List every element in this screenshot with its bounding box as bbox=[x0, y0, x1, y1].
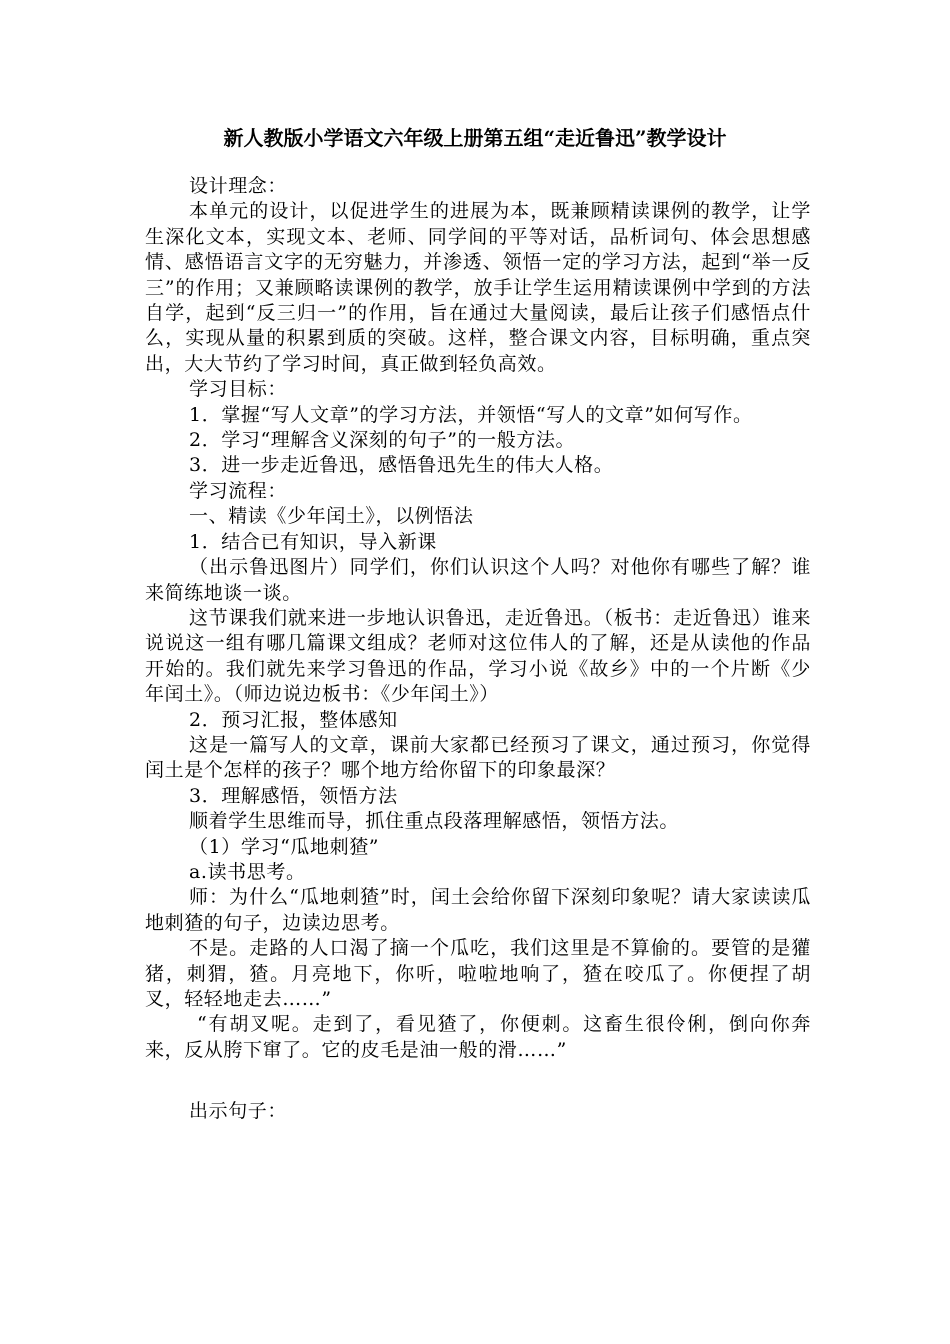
substep-a-heading: a.读书思考。 bbox=[189, 860, 306, 883]
paragraph-design-concept: 本单元的设计，以促进学生的进展为本，既兼顾精读课例的教学，让学生深化文本，实现文本、老师、同学间的平等对话，品析词句、体会思想感情、感悟语言文字的无穷魅力，并渗透、领悟一定的学习方法，起到“举一反三”的作用；又兼顾略读课例的教学，放手让学生运用精读课例中学到的方法自学，起到“反三归一”的作用，旨在通过大量阅读，最后让孩子们感悟点什么，实现从量的积累到质的突破。这样，整合课文内容，目标明确，重点突出，大大节约了学习时间，真正做到轻负高效。 bbox=[145, 200, 811, 375]
goal-item-2: 2．学习“理解含义深刻的句子”的一般方法。 bbox=[189, 429, 576, 452]
quote-paragraph-1: 不是。走路的人口渴了摘一个瓜吃，我们这里是不算偷的。要管的是獾猪，刺猬，猹。月亮地下，你听，啦啦地响了，猹在咬瓜了。你便捏了胡叉，轻轻地走去……” bbox=[145, 937, 811, 1010]
substep-1-heading: （1）学习“瓜地刺猹” bbox=[189, 835, 380, 858]
step-2-heading: 2．预习汇报，整体感知 bbox=[189, 708, 398, 731]
paragraph-preview-report: 这是一篇写人的文章，课前大家都已经预习了课文，通过预习，你觉得闰土是个怎样的孩子？哪个地方给你留下的印象最深？ bbox=[145, 733, 811, 782]
document-body bbox=[145, 174, 811, 1125]
process-part-1-heading: 一、精读《少年闰土》，以例悟法 bbox=[189, 505, 474, 528]
document-title: 新人教版小学语文六年级上册第五组“走近鲁迅”教学设计 bbox=[223, 126, 727, 150]
paragraph-show-picture: （出示鲁迅图片）同学们，你们认识这个人吗？对他你有哪些了解？谁来简练地谈一谈。 bbox=[145, 556, 811, 604]
paragraph-show-sentences: 出示句子： bbox=[189, 1100, 288, 1123]
step-1-heading: 1．结合已有知识，导入新课 bbox=[189, 530, 437, 553]
paragraph-guide-thinking: 顺着学生思维而导，抓住重点段落理解感悟，领悟方法。 bbox=[189, 810, 680, 833]
paragraph-teacher-question: 师：为什么“瓜地刺猹”时，闰土会给你留下深刻印象呢？请大家读读瓜地刺猹的句子，边读边思考。 bbox=[145, 886, 811, 934]
section-heading-learning-process: 学习流程： bbox=[189, 479, 288, 502]
section-heading-learning-goals: 学习目标： bbox=[189, 378, 288, 401]
goal-item-1: 1．掌握“写人文章”的学习方法，并领悟“写人的文章”如何写作。 bbox=[189, 403, 753, 426]
section-heading-design-concept: 设计理念： bbox=[189, 175, 288, 197]
goal-item-3: 3．进一步走近鲁迅，感悟鲁迅先生的伟大人格。 bbox=[189, 454, 614, 477]
step-3-heading: 3．理解感悟，领悟方法 bbox=[189, 784, 398, 807]
blank-line bbox=[145, 1063, 811, 1099]
quote-paragraph-2: “有胡叉呢。走到了，看见猹了，你便刺。这畜生很伶俐，倒向你奔来，反从胯下窜了。它的皮毛是油一般的滑……” bbox=[145, 1013, 811, 1061]
paragraph-approach-luxun: 这节课我们就来进一步地认识鲁迅，走近鲁迅。（板书：走近鲁迅）谁来说说这一组有哪几篇课文组成？老师对这位伟人的了解，还是从读他的作品开始的。我们就先来学习鲁迅的作品，学习小说《故乡》中的一个片断《少年闰土》。（师边说边板书：《少年闰土》） bbox=[145, 606, 811, 706]
